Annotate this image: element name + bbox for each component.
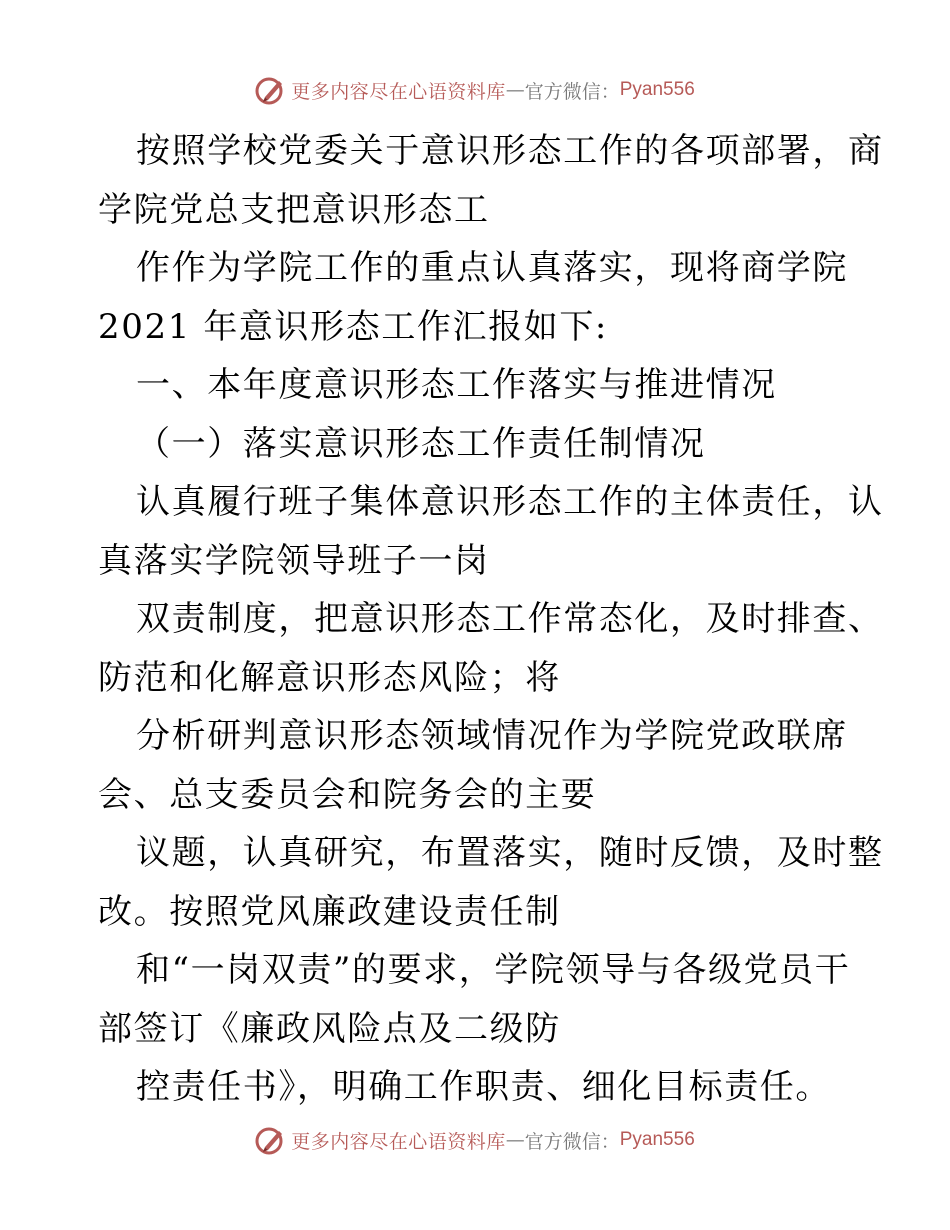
subsection-heading: （一）落实意识形态工作责任制情况: [136, 423, 706, 464]
body-line: 2021 年意识形态工作汇报如下:: [98, 306, 608, 347]
body-line: 分析研判意识形态领域情况作为学院党政联席: [136, 716, 848, 756]
body-line: 议题，认真研究，布置落实，随时反馈，及时整: [136, 833, 884, 873]
watermark-wechat-id: Pyan556: [619, 79, 695, 100]
watermark-wechat-id: Pyan556: [619, 1129, 695, 1150]
body-line: 真落实学院领导班子一岗: [98, 540, 490, 581]
watermark-site-text: 更多内容尽在心语资料库: [291, 80, 506, 103]
body-line: 控责任书》，明确工作职责、细化目标责任。: [136, 1067, 831, 1107]
body-line: 作作为学院工作的重点认真落实，现将商学院: [136, 248, 848, 288]
body-line: 按照学校党委关于意识形态工作的各项部署，商: [136, 131, 884, 171]
body-line: 会、总支委员会和院务会的主要: [98, 774, 597, 815]
watermark-dash: —: [505, 79, 525, 101]
body-line: 防范和化解意识形态风险；将: [98, 657, 561, 698]
pen-logo-icon: [255, 75, 285, 105]
document-body: [98, 122, 884, 1117]
watermark-wechat-label: 官方微信：: [524, 80, 620, 103]
watermark-site-text: 更多内容尽在心语资料库: [291, 1130, 506, 1153]
watermark-dash: —: [505, 1129, 525, 1151]
header-watermark: [0, 70, 950, 110]
watermark-wechat-label: 官方微信：: [524, 1130, 620, 1153]
body-line: 部签订《廉政风险点及二级防: [98, 1008, 561, 1049]
body-line: 认真履行班子集体意识形态工作的主体责任，认: [136, 482, 884, 522]
section-heading: 一、本年度意识形态工作落实与推进情况: [136, 365, 777, 405]
body-line: 双责制度，把意识形态工作常态化，及时排查、: [136, 599, 884, 639]
body-line: 和“一岗双责”的要求，学院领导与各级党员干: [136, 950, 851, 990]
body-line: 学院党总支把意识形态工: [98, 189, 490, 230]
footer-watermark: [0, 1120, 950, 1160]
body-line: 改。按照党风廉政建设责任制: [98, 891, 561, 932]
pen-logo-icon: [255, 1125, 285, 1155]
